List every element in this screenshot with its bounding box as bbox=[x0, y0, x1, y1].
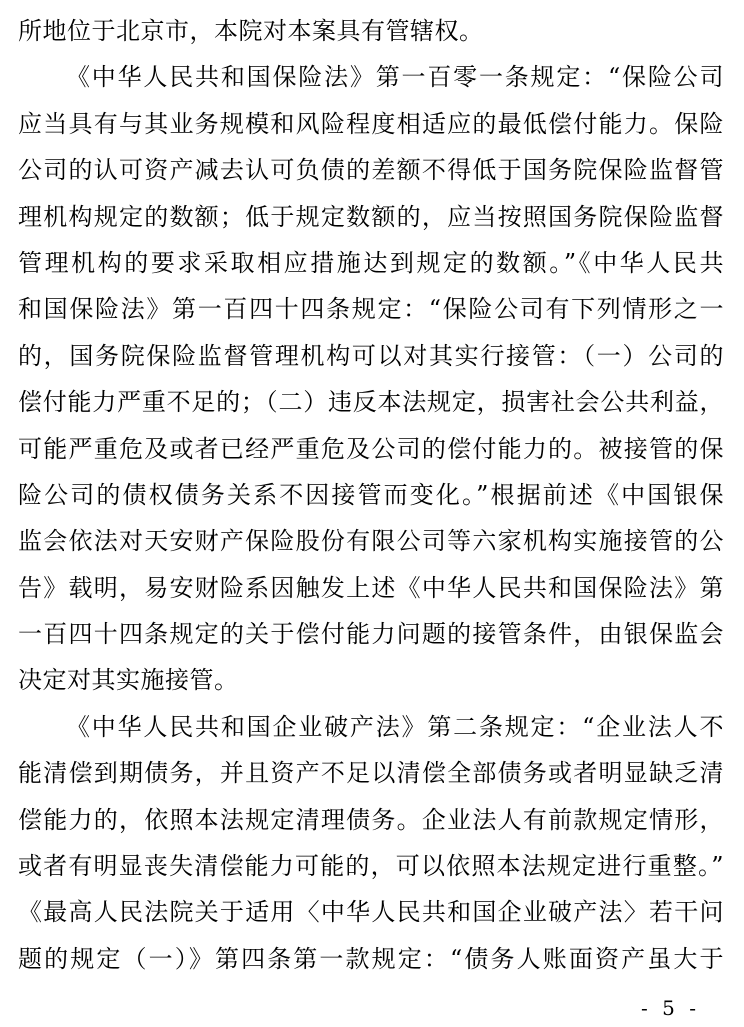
text-line: 告》载明，易安财险系因触发上述《中华人民共和国保险法》第 bbox=[18, 573, 724, 602]
text-line: 管理机构的要求采取相应措施达到规定的数额。”《中华人民共 bbox=[18, 248, 724, 277]
text-line: 和国保险法》第一百四十四条规定：“保险公司有下列情形之一 bbox=[18, 295, 724, 324]
text-line: 可能严重危及或者已经严重危及公司的偿付能力的。被接管的保 bbox=[18, 434, 724, 463]
text-line: 《最高人民法院关于适用〈中华人民共和国企业破产法〉若干问 bbox=[18, 898, 724, 927]
text-line: 公司的认可资产减去认可负债的差额不得低于国务院保险监督管 bbox=[18, 156, 724, 185]
text-line: 险公司的债权债务关系不因接管而变化。”根据前述《中国银保 bbox=[18, 480, 724, 509]
text-line: 偿付能力严重不足的；（二）违反本法规定，损害社会公共利益， bbox=[18, 388, 724, 417]
text-line: 一百四十四条规定的关于偿付能力问题的接管条件，由银保监会 bbox=[18, 620, 724, 649]
text-line: 理机构规定的数额；低于规定数额的，应当按照国务院保险监督 bbox=[18, 202, 724, 231]
text-line: 决定对其实施接管。 bbox=[18, 666, 239, 695]
page-number: - 5 - bbox=[641, 996, 700, 1020]
text-line: 所地位于北京市，本院对本案具有管辖权。 bbox=[18, 17, 484, 45]
text-line: 能清偿到期债务，并且资产不足以清偿全部债务或者明显缺乏清 bbox=[18, 759, 724, 788]
text-line: 应当具有与其业务规模和风险程度相适应的最低偿付能力。保险 bbox=[18, 109, 724, 138]
paragraph-start-line: 《中华人民共和国企业破产法》第二条规定：“企业法人不 bbox=[66, 712, 724, 741]
text-line: 偿能力的，依照本法规定清理债务。企业法人有前款规定情形， bbox=[18, 805, 724, 834]
document-body bbox=[18, 8, 724, 982]
text-line: 监会依法对天安财产保险股份有限公司等六家机构实施接管的公 bbox=[18, 527, 724, 556]
text-line: 或者有明显丧失清偿能力可能的，可以依照本法规定进行重整。” bbox=[18, 852, 724, 881]
text-line: 题的规定（一）》第四条第一款规定：“债务人账面资产虽大于 bbox=[18, 944, 724, 973]
paragraph-start-line: 《中华人民共和国保险法》第一百零一条规定：“保险公司 bbox=[66, 63, 724, 92]
text-line: 的，国务院保险监督管理机构可以对其实行接管：（一）公司的 bbox=[18, 341, 724, 370]
